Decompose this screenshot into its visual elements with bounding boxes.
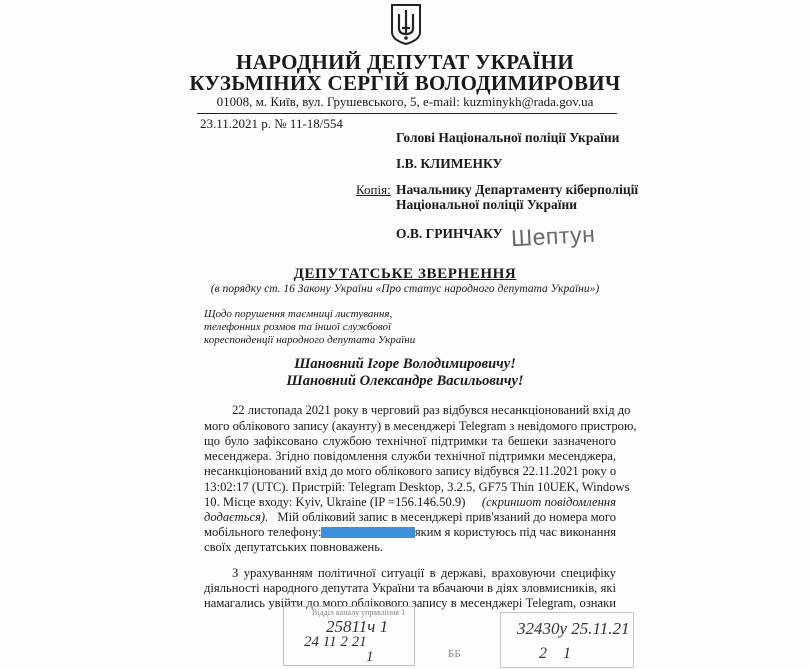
paragraph-1-line-4: месенджера. Згідно повідомлення служби технічної підтримки месенджера, [204,449,616,463]
paragraph-2-line-3: намагались увійти до мого облікового запису в месенджері Telegram, ознаки [204,596,616,610]
stamp-mark: ББ [448,648,461,660]
subject-line-3: кореспонденції народного депутата України [204,334,416,346]
salutation-2: Шановний Олександре Васильовичу! [286,373,524,389]
paragraph-1-line-9-tail: яким я користуюсь під час виконання [414,525,616,539]
paragraph-1-line-2: мого облікового запису (акаунту) в месенджері Telegram з невідомого пристрою, [204,419,637,433]
header-line-2: КУЗЬМІНИХ СЕРГІЙ ВОЛОДИМИРОВИЧ [189,71,621,95]
redacted-phone-number [321,527,414,538]
paragraph-1-line-1: 22 листопада 2021 року в черговий раз відбувся несанкціонований вхід до [232,403,631,417]
paragraph-1-line-5: несанкціонований вхід до мого облікового запису відбувся 22.11.2021 року о [204,464,617,478]
stamp-left-date: 24 11 2 21 [304,634,367,650]
paragraph-1-line-9-text: мобільного телефону: [204,525,322,539]
paragraph-1-line-8 [204,510,616,525]
salutation-1: Шановний Ігоре Володимировичу! [294,356,516,372]
paragraph-1-line-9 [204,525,616,540]
outgoing-number: 23.11.2021 р. № 11-18/554 [200,116,343,131]
paragraph-2-line-2: діяльності народного депутата України та вбачаючи в діях зловмисників, які [204,581,616,595]
document-subtitle: (в порядку ст. 16 Закону України «Про статус народного депутата України») [210,283,600,295]
stamp-right-number: 32430у 25.11.21 [517,619,630,638]
paragraph-1-line-7-text: 10. Місце входу: Kyiv, Ukraine (IP =156.146.50.9) [204,495,466,509]
copy-line-1: Начальнику Департаменту кіберполіції [396,182,639,197]
registration-stamp-right [500,612,634,668]
subject-line-1: Щодо порушення таємниці листування, [204,308,393,320]
header-address: 01008, м. Київ, вул. Грушевського, 5, e-mail: kuzminykh@rada.gov.ua [216,94,594,109]
stamp-right-pages: 2 1 [539,645,571,662]
copy-name: О.В. ГРИНЧАКУ [396,226,503,241]
paragraph-2-line-1: З урахуванням політичної ситуації в державі, враховуючи специфіку [232,566,616,580]
recipient-to-line: Голові Національної поліції України [396,130,620,145]
paragraph-1-line-7 [204,495,616,510]
paragraph-1-line-7-italic: (скриншот повідомлення [481,495,616,509]
subject-line-2: телефонних розмов та іншої службової [204,321,392,333]
stamp-left-header: Відділ каналу управління 1 [312,608,406,617]
paragraph-1-line-10: своїх депутатських повноважень. [204,540,384,554]
copy-label: Копія: [356,182,391,197]
registration-stamp-left [283,606,415,666]
coat-of-arms-icon [388,2,424,46]
paragraph-1-line-8-text: Мій обліковий запис в месенджері прив'язаний до номера мого [277,510,616,524]
stamp-left-number: 25811ч 1 [326,617,389,636]
header-divider [197,113,617,114]
header-line-1: НАРОДНИЙ ДЕПУТАТ УКРАЇНИ [236,50,574,74]
paragraph-1-line-8-italic: додається). [204,510,269,524]
paragraph-1-line-6: 13:02:17 (UTC). Пристрій: Telegram Desktop, 3.2.5, GF75 Thin 10UEK, Windows [204,480,630,494]
handwritten-note: Шептун [510,220,596,252]
copy-line-2: Національної поліції України [396,197,578,212]
paragraph-1-line-3: що було зафіксовано службою технічної підтримки та бешеки зазначеного [204,434,616,448]
stamp-left-pages: 1 [366,649,374,665]
recipient-to-name: І.В. КЛИМЕНКУ [396,156,503,171]
document-title: ДЕПУТАТСЬКЕ ЗВЕРНЕННЯ [293,266,517,282]
